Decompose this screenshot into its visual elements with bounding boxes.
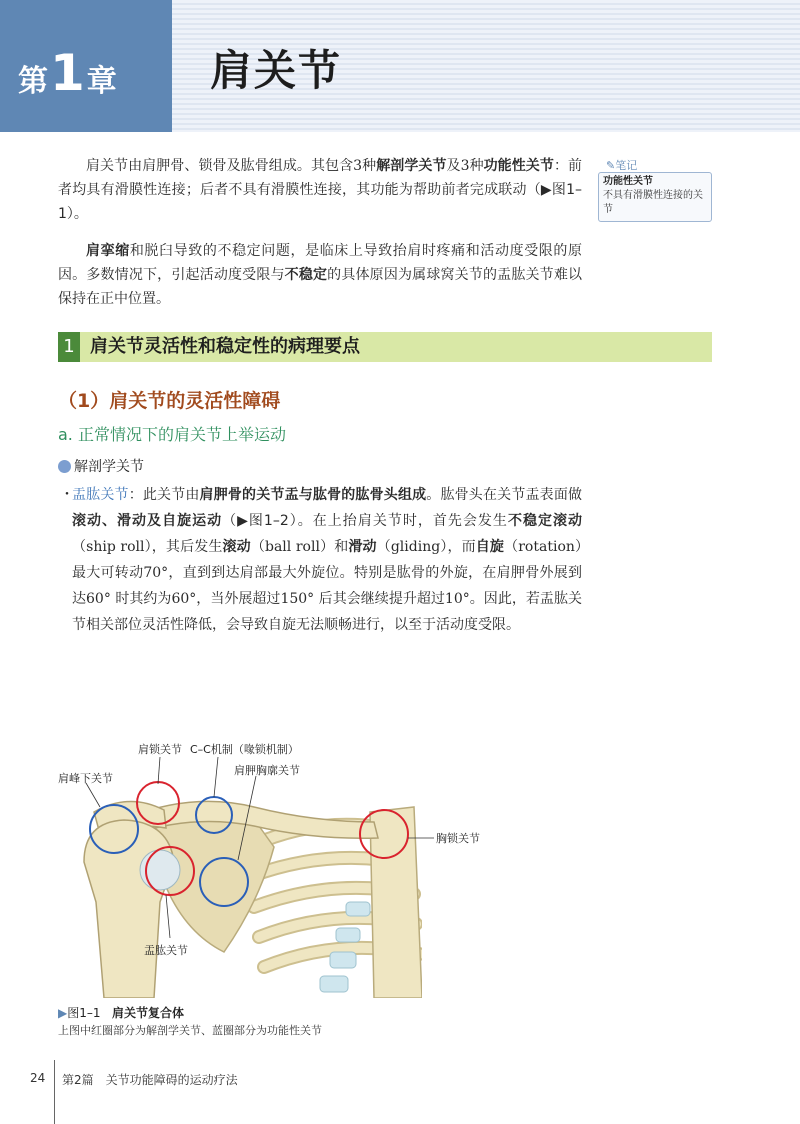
bullet-mark: ・ [60,487,74,503]
subsubsection-heading: a. 正常情况下的肩关节上举运动 [58,425,286,444]
label-glenohumeral: 盂肱关节 [144,944,188,957]
subsection-heading: （1）肩关节的灵活性障碍 [58,390,281,412]
chapter-label: 第 1 章 [18,44,117,102]
footer-divider [54,1060,55,1124]
note-desc: 不具有滑膜性连接的关节 [603,190,703,215]
figure-ref-1-2[interactable]: ▶图1–2 [237,513,289,529]
section-number: 1 [58,332,80,362]
note-tag: ✎笔记 [606,159,638,172]
pencil-icon: ✎ [606,159,616,172]
intro-paragraph-2: 肩挛缩和脱臼导致的不稳定问题，是临床上导致抬肩时疼痛和活动度受限的原因。多数情况下，引起活动度受限与不稳定的具体原因为属球窝关节的盂肱关节难以保持在正中位置。 [58,243,583,307]
intro-paragraph-1: 肩关节由肩胛骨、锁骨及肱骨组成。其包含3种解剖学关节及3种功能性关节：前者均具有滑膜性连接；后者不具有滑膜性连接，其功能为帮助前者完成联动（▶图1–1）。 [58,158,582,222]
chapter-title: 肩关节 [210,46,343,95]
section-title: 肩关节灵活性和稳定性的病理要点 [90,336,360,357]
figure-caption: ▶图1–1 肩关节复合体 [58,1006,184,1020]
topic-heading: 解剖学关节 [58,456,144,476]
footer-part-title: 第2篇 关节功能障碍的运动疗法 [62,1073,238,1087]
label-subacromial: 肩峰下关节 [58,772,113,785]
label-sternoclavicular: 胸锁关节 [436,832,480,845]
note-term: 功能性关节 [603,176,653,187]
figure-ref-1-1[interactable]: ▶图1–1 [58,182,582,222]
label-scapulothoracic: 肩胛胸廓关节 [234,764,300,777]
figure-caption-note: 上图中红圈部分为解剖学关节、蓝圈部分为功能性关节 [58,1024,322,1037]
label-cc-mechanism: C–C机制（喙锁机制） [190,743,299,756]
label-ac-joint: 肩锁关节 [138,743,182,756]
glenohumeral-paragraph: 盂肱关节：此关节由肩胛骨的关节盂与肱骨的肱骨头组成。肱骨头在关节盂表面做滚动、滑动及自旋运动（▶图1–2）。在上抬肩关节时，首先会发生不稳定滚动（ship roll），其后发生滚动（ball roll）和滑动（gliding），而自旋（rotation）最大可转动70°，直到到达肩部最大外旋位。特别是肱骨的外旋，在肩胛骨外展到达60° 时其约为60°，当外展超过150° 后其会继续提升超过10°。因此，若盂肱关节相关部位灵活性降低，会导致自旋无法顺畅进行，以至于活动度受限。 [72,487,583,633]
page-number: 24 [30,1071,46,1085]
caption-triangle-icon: ▶ [58,1006,68,1020]
